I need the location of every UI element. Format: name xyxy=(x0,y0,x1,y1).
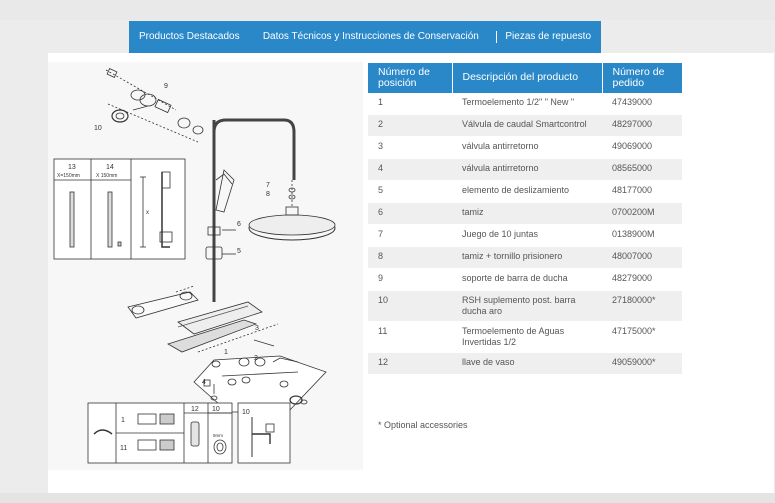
svg-text:12: 12 xyxy=(191,406,199,413)
tab-piezas-de-repuesto[interactable]: Piezas de repuesto xyxy=(505,31,592,42)
position-cell: 6 xyxy=(368,203,452,225)
tab-bar xyxy=(129,21,601,53)
table-header-row xyxy=(368,63,682,93)
header-description: Descripción del producto xyxy=(452,63,602,93)
order-number-cell: 47439000 xyxy=(602,93,682,115)
position-cell: 7 xyxy=(368,225,452,247)
callout-10: 10 xyxy=(94,125,102,132)
order-number-cell: 0700200M xyxy=(602,203,682,225)
svg-text:X=150mm: X=150mm xyxy=(57,173,80,179)
inset-rod-length xyxy=(54,159,185,259)
order-number-cell: 0138900M xyxy=(602,225,682,247)
svg-text:9mm: 9mm xyxy=(213,433,223,438)
callout-3: 3 xyxy=(255,325,259,332)
position-cell: 4 xyxy=(368,159,452,181)
table-row xyxy=(368,137,682,159)
description-cell: soporte de barra de ducha xyxy=(452,269,602,291)
order-number-cell: 27180000* xyxy=(602,291,682,322)
description-cell: válvula antirretorno xyxy=(452,137,602,159)
optional-accessories-note: * Optional accessories xyxy=(378,420,468,430)
table-row xyxy=(368,225,682,247)
position-cell: 3 xyxy=(368,137,452,159)
table-row xyxy=(368,203,682,225)
table-row xyxy=(368,181,682,203)
description-cell: tamiz + tornillo prisionero xyxy=(452,247,602,269)
content-panel xyxy=(48,53,774,493)
callout-1: 1 xyxy=(224,349,228,356)
shower-riser-group xyxy=(206,120,335,302)
position-cell: 10 xyxy=(368,291,452,322)
top-parts-group xyxy=(106,69,203,142)
callout-5: 5 xyxy=(237,248,241,255)
description-cell: llave de vaso xyxy=(452,353,602,375)
position-cell: 1 xyxy=(368,93,452,115)
table-row xyxy=(368,322,682,353)
callout-4: 4 xyxy=(202,379,206,386)
callout-7: 7 xyxy=(266,182,270,189)
position-cell: 5 xyxy=(368,181,452,203)
table-row xyxy=(368,247,682,269)
table-row xyxy=(368,115,682,137)
table-row xyxy=(368,291,682,322)
order-number-cell: 47175000* xyxy=(602,322,682,353)
callout-2: 2 xyxy=(254,355,258,362)
order-number-cell: 49059000* xyxy=(602,353,682,375)
tab-productos-destacados[interactable]: Productos Destacados xyxy=(139,31,240,42)
exploded-view-drawing xyxy=(48,62,363,470)
svg-text:11: 11 xyxy=(120,445,128,452)
order-number-cell: 49069000 xyxy=(602,137,682,159)
table-row xyxy=(368,353,682,375)
top-strip xyxy=(0,0,775,20)
position-cell: 8 xyxy=(368,247,452,269)
description-cell: elemento de deslizamiento xyxy=(452,181,602,203)
svg-text:x: x xyxy=(146,210,149,216)
callout-9: 9 xyxy=(164,83,168,90)
header-order-number: Número de pedido xyxy=(602,63,682,93)
svg-text:10: 10 xyxy=(212,406,220,413)
tab-datos-tecnicos[interactable]: Datos Técnicos y Instrucciones de Conservación xyxy=(262,31,479,42)
order-number-cell: 48007000 xyxy=(602,247,682,269)
order-number-cell: 08565000 xyxy=(602,159,682,181)
description-cell: Termoelemento de Aguas Invertidas 1/2 xyxy=(452,322,602,353)
description-cell: Juego de 10 juntas xyxy=(452,225,602,247)
description-cell: válvula antirretorno xyxy=(452,159,602,181)
table-row xyxy=(368,93,682,115)
table-row xyxy=(368,269,682,291)
table-row xyxy=(368,159,682,181)
callout-6: 6 xyxy=(237,221,241,228)
description-cell: Termoelemento 1/2" " New " xyxy=(452,93,602,115)
position-cell: 9 xyxy=(368,269,452,291)
svg-text:10: 10 xyxy=(242,409,250,416)
callout-8: 8 xyxy=(266,191,270,198)
position-cell: 2 xyxy=(368,115,452,137)
svg-text:14: 14 xyxy=(106,164,114,171)
svg-text:X 150mm: X 150mm xyxy=(96,173,118,179)
bottom-strip xyxy=(0,493,775,503)
description-cell: Válvula de caudal Smartcontrol xyxy=(452,115,602,137)
spare-parts-diagram xyxy=(48,62,363,470)
description-cell: RSH suplemento post. barra ducha aro xyxy=(452,291,602,322)
order-number-cell: 48297000 xyxy=(602,115,682,137)
svg-text:13: 13 xyxy=(68,164,76,171)
order-number-cell: 48279000 xyxy=(602,269,682,291)
position-cell: 12 xyxy=(368,353,452,375)
spare-parts-table xyxy=(368,63,682,375)
order-number-cell: 48177000 xyxy=(602,181,682,203)
inset-wall-bracket xyxy=(238,403,290,463)
position-cell: 11 xyxy=(368,322,452,353)
svg-text:1: 1 xyxy=(121,417,125,424)
header-position: Número de posición xyxy=(368,63,452,93)
description-cell: tamiz xyxy=(452,203,602,225)
inset-accessories xyxy=(88,403,232,463)
